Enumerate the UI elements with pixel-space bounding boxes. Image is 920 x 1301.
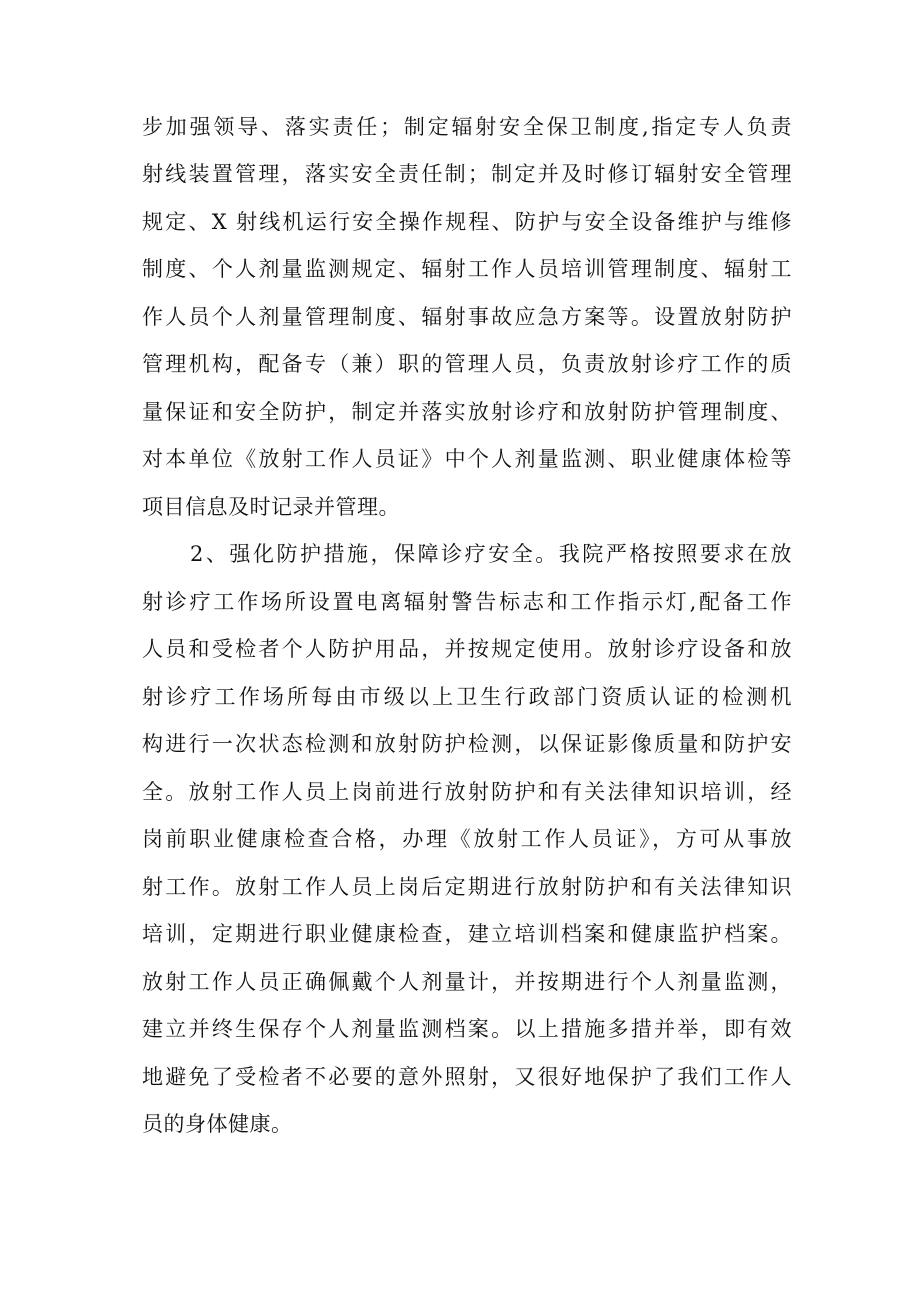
text-line: 构进行一次状态检测和放射防护检测，以保证影像质量和防护安 (142, 732, 792, 756)
text-line: 员的身体健康。 (142, 1112, 293, 1136)
text-line: 2、强化防护措施，保障诊疗安全。我院严格按照要求在放 (190, 542, 792, 566)
text-line: 射工作。放射工作人员上岗后定期进行放射防护和有关法律知识 (142, 875, 792, 899)
text-line: 管理机构，配备专（兼）职的管理人员，负责放射诊疗工作的质 (142, 352, 792, 376)
text-line: 射线装置管理，落实安全责任制；制定并及时修订辐射安全管理 (142, 162, 792, 186)
text-line: 步加强领导、落实责任；制定辐射安全保卫制度,指定专人负责 (142, 115, 792, 139)
text-line: 量保证和安全防护，制定并落实放射诊疗和放射防护管理制度、 (142, 400, 792, 424)
text-line: 地避免了受检者不必要的意外照射，又很好地保护了我们工作人 (142, 1065, 792, 1089)
text-line: 射诊疗工作场所设置电离辐射警告标志和工作指示灯,配备工作 (142, 590, 792, 614)
text-line: 制度、个人剂量监测规定、辐射工作人员培训管理制度、辐射工 (142, 257, 792, 281)
text-line: 建立并终生保存个人剂量监测档案。以上措施多措并举，即有效 (142, 1017, 792, 1041)
text-line: 人员和受检者个人防护用品，并按规定使用。放射诊疗设备和放 (142, 637, 792, 661)
text-line: 放射工作人员正确佩戴个人剂量计，并按期进行个人剂量监测， (142, 970, 792, 994)
text-line: 项目信息及时记录并管理。 (142, 495, 400, 519)
text-line: 岗前职业健康检查合格，办理《放射工作人员证》，方可从事放 (142, 827, 792, 851)
text-line: 全。放射工作人员上岗前进行放射防护和有关法律知识培训，经 (142, 780, 792, 804)
text-line: 作人员个人剂量管理制度、辐射事故应急方案等。设置放射防护 (142, 305, 792, 329)
text-line: 射诊疗工作场所每由市级以上卫生行政部门资质认证的检测机 (142, 685, 792, 709)
text-line: 培训，定期进行职业健康检查，建立培训档案和健康监护档案。 (142, 922, 792, 946)
text-line: 对本单位《放射工作人员证》中个人剂量监测、职业健康体检等 (142, 447, 792, 471)
text-line: 规定、X 射线机运行安全操作规程、防护与安全设备维护与维修 (142, 210, 792, 234)
